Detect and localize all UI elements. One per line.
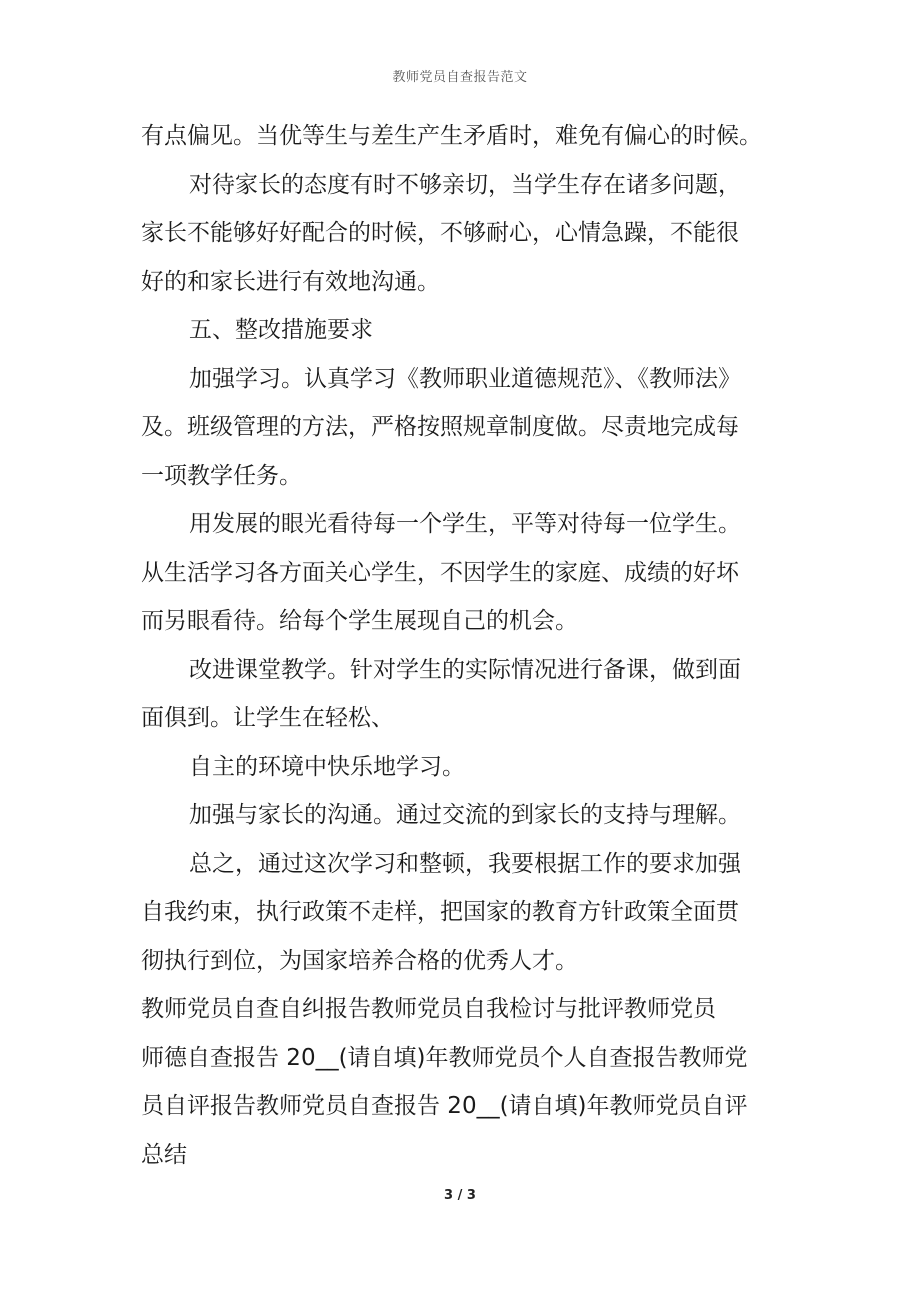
body-line: 家长不能够好好配合的时候，不够耐心，心情急躁，不能很	[141, 220, 739, 246]
body-line: 教师党员自查自纠报告教师党员自我检讨与批评教师党员	[141, 996, 716, 1022]
body-line: 总之，通过这次学习和整顿，我要根据工作的要求加强	[189, 850, 741, 877]
body-line: 加强学习。认真学习《教师职业道德规范》、《教师法》	[189, 365, 741, 392]
body-line: 一项教学任务。	[141, 462, 302, 489]
body-line: 彻执行到位，为国家培养合格的优秀人才。	[141, 947, 578, 974]
body-line: 自主的环境中快乐地学习。	[189, 753, 465, 780]
page-number: 3 / 3	[444, 1188, 476, 1203]
body-line: 从生活学习各方面关心学生，不因学生的家庭、成绩的好坏	[141, 559, 739, 586]
body-line: 师德自查报告 20__(请自填)年教师党员个人自查报告教师党	[141, 1044, 748, 1071]
page-header: 教师党员自查报告范文	[392, 70, 528, 85]
body-line: 及。班级管理的方法，严格按照规章制度做。尽责地完成每	[141, 414, 739, 440]
body-line: 加强与家长的沟通。通过交流的到家长的支持与理解。	[189, 802, 741, 828]
body-line: 对待家长的态度有时不够亲切，当学生存在诸多问题，	[189, 171, 741, 198]
body-line: 员自评报告教师党员自查报告 20__(请自填)年教师党员自评	[141, 1093, 748, 1119]
body-line: 自我约束，执行政策不走样，把国家的教育方针政策全面贯	[141, 899, 739, 925]
body-line: 用发展的眼光看待每一个学生，平等对待每一位学生。	[189, 511, 741, 537]
body-line: 总结	[141, 1141, 187, 1168]
body-line: 改进课堂教学。针对学生的实际情况进行备课，做到面	[189, 656, 741, 683]
body-line: 面俱到。让学生在轻松、	[141, 705, 394, 731]
body-line: 好的和家长进行有效地沟通。	[141, 268, 440, 295]
document-body	[141, 112, 791, 1179]
body-line: 而另眼看待。给每个学生展现自己的机会。	[141, 608, 578, 634]
body-line: 有点偏见。当优等生与差生产生矛盾时，难免有偏心的时候。	[141, 123, 762, 149]
body-line: 五、整改措施要求	[189, 317, 373, 343]
